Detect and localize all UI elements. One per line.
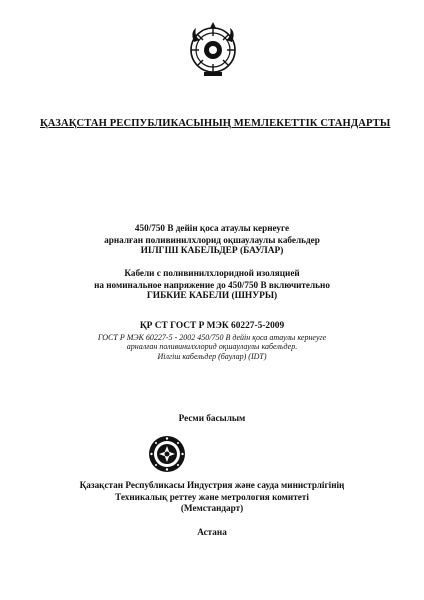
designation-ref-line-1: ГОСТ Р МЭК 60227-5 - 2002 450/750 В дейін қоса атаулы кернеуге xyxy=(97,332,327,342)
title-ru-line-1: Кабели с поливинилхлоридной изоляцией xyxy=(124,268,300,278)
title-kz-line-3: ИІЛГІШ КАБЕЛЬДЕР (БАУЛАР) xyxy=(140,246,284,256)
publisher-line-3: (Мемстандарт) xyxy=(180,503,244,513)
city xyxy=(0,527,424,539)
title-ru-line-2: на номинальное напряжение до 450/750 В включительно xyxy=(94,279,330,290)
standard-designation xyxy=(0,321,424,361)
title-kazakh xyxy=(0,223,424,258)
city-name: Астана xyxy=(197,527,227,537)
title-kz-line-1: 450/750 В дейін қоса атаулы кернеуге xyxy=(134,223,290,233)
designation-ref-line-3: Иілгіш кабельдер (баулар) (IDT) xyxy=(157,351,267,361)
memstandart-seal-icon xyxy=(147,434,187,474)
standard-title: ҚАЗАҚСТАН РЕСПУБЛИКАСЫНЫҢ МЕМЛЕКЕТТІК СТАНДАРТЫ xyxy=(40,118,391,129)
title-kz-line-2: арналған поливинилхлорид оқшаулаулы кабельдер xyxy=(104,234,320,245)
kazakhstan-state-emblem-icon xyxy=(188,2,238,98)
designation-ref-line-2: арналған поливинилхлорид оқшаулаулы кабельдер. xyxy=(126,342,298,352)
publisher-line-1: Қазақстан Республикасы Индустрия және сауда министрлігінің xyxy=(79,480,345,490)
official-edition xyxy=(0,413,424,425)
title-ru-line-3: ГИБКИЕ КАБЕЛИ (ШНУРЫ) xyxy=(146,291,278,301)
publisher-line-2: Техникалық реттеу және метрология комитеті xyxy=(115,491,309,502)
edition-label: Ресми басылым xyxy=(178,413,246,423)
publisher xyxy=(0,480,424,515)
designation-code: ҚР СТ ГОСТ Р МЭК 60227-5-2009 xyxy=(139,321,285,331)
title-russian xyxy=(0,268,424,303)
